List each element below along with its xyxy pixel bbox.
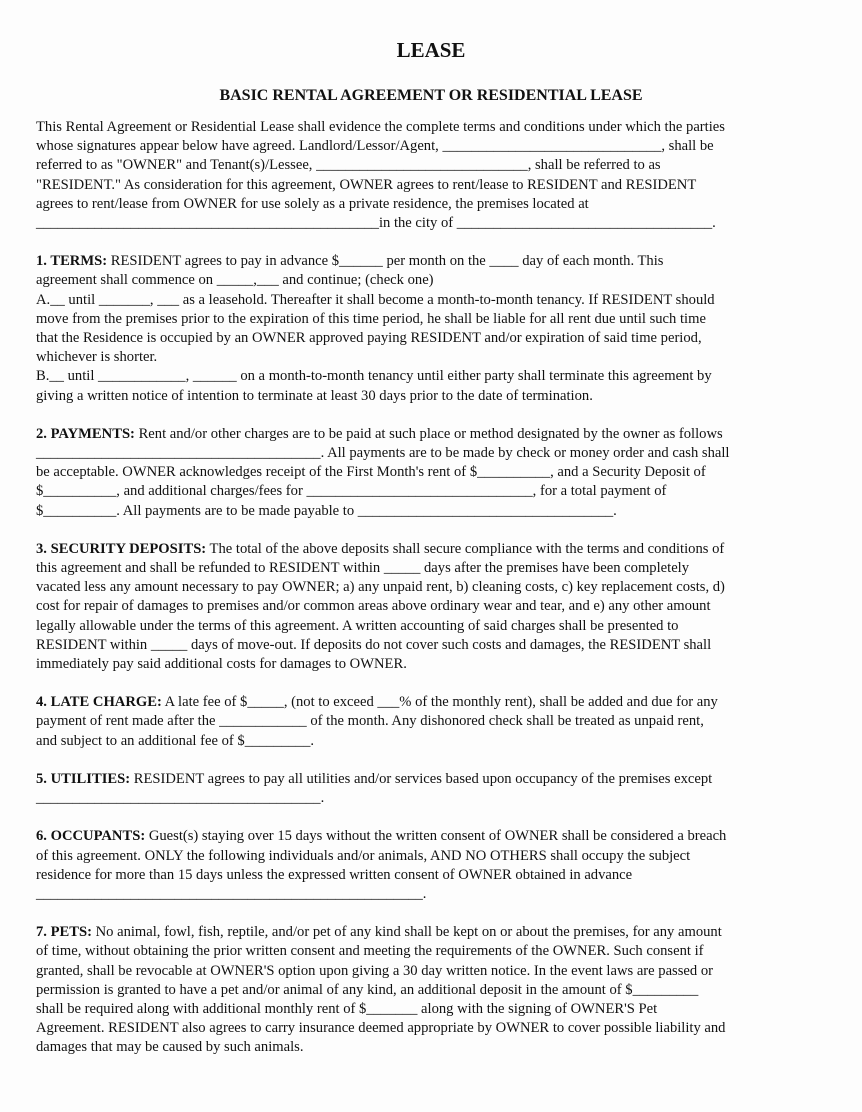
section-text: Guest(s) staying over 15 days without the written consent of OWNER shall be considered a breach <box>145 828 727 845</box>
text-line: cost for repair of damages to premises and/or common areas above ordinary wear and tear, and e) any other amount <box>36 598 711 615</box>
text-line: legally allowable under the terms of this agreement. A written accounting of said charges shall be presented to <box>36 617 679 634</box>
text-line: residence for more than 15 days unless the expressed written consent of OWNER obtained in advance <box>36 866 633 883</box>
text-line: and subject to an additional fee of $_________. <box>36 732 315 749</box>
section-text: RESIDENT agrees to pay all utilities and/or services based upon occupancy of the premises except <box>130 770 713 787</box>
text-line: _____________________________________________________. <box>36 885 427 902</box>
text-line: $__________, and additional charges/fees for _______________________________, for a total payment of <box>36 483 667 500</box>
section-heading: 4. LATE CHARGE: <box>36 694 162 711</box>
section-first-line <box>36 770 826 789</box>
text-line: _______________________________________. All payments are to be made by check or money order and cash shall <box>36 445 730 462</box>
text-line: "RESIDENT." As consideration for this agreement, OWNER agrees to rent/lease to RESIDENT and RESIDENT <box>36 176 697 193</box>
section-heading: 5. UTILITIES: <box>36 770 131 787</box>
section-first-line <box>36 540 826 559</box>
section-late-charge <box>36 693 826 751</box>
text-line: permission is granted to have a pet and/or animal of any kind, an additional deposit in the amount of $_________ <box>36 981 699 998</box>
section-text: Rent and/or other charges are to be paid at such place or method designated by the owner as follows <box>134 425 723 442</box>
text-line: granted, shall be revocable at OWNER'S option upon giving a 30 day written notice. In the event laws are passed or <box>36 962 713 979</box>
text-line: $__________. All payments are to be made payable to ___________________________________. <box>36 502 617 519</box>
section-text: A late fee of $_____, (not to exceed ___% of the monthly rent), shall be added and due for any <box>161 694 718 711</box>
text-line: agreement shall commence on _____,___ and continue; (check one) <box>36 272 434 289</box>
text-line: be acceptable. OWNER acknowledges receipt of the First Month's rent of $__________, and a Security Deposit of <box>36 464 706 481</box>
document-title: LEASE <box>396 38 466 62</box>
text-line: whichever is shorter. <box>36 349 158 366</box>
text-line: that the Residence is occupied by an OWNER approved paying RESIDENT and/or expiration of said time period, <box>36 330 702 347</box>
section-first-line <box>36 827 826 846</box>
text-line: B.__ until ____________, ______ on a month-to-month tenancy until either party shall terminate this agreement by <box>36 368 712 385</box>
document-subtitle: BASIC RENTAL AGREEMENT OR RESIDENTIAL LEASE <box>219 87 643 104</box>
section-first-line <box>36 425 826 444</box>
text-line: RESIDENT within _____ days of move-out. If deposits do not cover such costs and damages, the RESIDENT shall <box>36 636 712 653</box>
section-pets <box>36 923 826 1057</box>
section-first-line <box>36 252 826 271</box>
section-terms <box>36 252 826 406</box>
section-text: No animal, fowl, fish, reptile, and/or pet of any kind shall be kept on or about the premises, for any amount <box>91 924 722 941</box>
intro-paragraph <box>36 118 826 233</box>
section-heading: 3. SECURITY DEPOSITS: <box>36 540 207 557</box>
text-line: This Rental Agreement or Residential Lease shall evidence the complete terms and conditions under which the parties <box>36 119 725 135</box>
section-utilities <box>36 770 826 808</box>
section-first-line <box>36 693 826 712</box>
section-first-line <box>36 923 826 942</box>
text-line: of time, without obtaining the prior written consent and meeting the requirements of the OWNER. Such consent if <box>36 943 704 960</box>
section-heading: 7. PETS: <box>36 924 92 941</box>
section-text: RESIDENT agrees to pay in advance $______ per month on the ____ day of each month. This <box>107 253 664 270</box>
section-security-deposits <box>36 540 826 674</box>
text-line: whose signatures appear below have agreed. Landlord/Lessor/Agent, ______________________________, shall be <box>36 138 714 155</box>
section-heading: 6. OCCUPANTS: <box>36 828 146 845</box>
text-line: payment of rent made after the ____________ of the month. Any dishonored check shall be treated as unpaid rent, <box>36 713 704 730</box>
text-line: A.__ until _______, ___ as a leasehold. Thereafter it shall become a month-to-month tenancy. If RESIDENT should <box>36 291 715 308</box>
text-line: this agreement and shall be refunded to RESIDENT within _____ days after the premises have been completely <box>36 560 690 577</box>
text-line: immediately pay said additional costs for damages to OWNER. <box>36 656 407 673</box>
section-heading: 2. PAYMENTS: <box>36 425 135 442</box>
document-body <box>36 118 826 1058</box>
text-line: _______________________________________________in the city of ___________________________________. <box>36 215 716 232</box>
text-line: move from the premises prior to the expiration of this time period, he shall be liable for all rent due until such time <box>36 310 706 327</box>
section-text: The total of the above deposits shall secure compliance with the terms and conditions of <box>206 540 725 557</box>
section-heading: 1. TERMS: <box>36 253 108 270</box>
text-line: Agreement. RESIDENT also agrees to carry insurance deemed appropriate by OWNER to cover possible liability and <box>36 1020 726 1037</box>
text-line: giving a written notice of intention to terminate at least 30 days prior to the date of termination. <box>36 387 593 404</box>
text-line: agrees to rent/lease from OWNER for use solely as a private residence, the premises located at <box>36 195 589 212</box>
section-payments <box>36 425 826 521</box>
text-line: of this agreement. ONLY the following individuals and/or animals, AND NO OTHERS shall occupy the subject <box>36 847 691 864</box>
text-line: damages that may be caused by such animals. <box>36 1039 304 1056</box>
text-line: _______________________________________. <box>36 790 325 807</box>
text-line: vacated less any amount necessary to pay OWNER; a) any unpaid rent, b) cleaning costs, c) key replacement costs, d) <box>36 579 725 596</box>
section-occupants <box>36 827 826 904</box>
text-line: referred to as "OWNER" and Tenant(s)/Lessee, _____________________________, shall be referred to as <box>36 157 661 174</box>
text-line: shall be required along with additional monthly rent of $_______ along with the signing of OWNER'S Pet <box>36 1000 658 1017</box>
